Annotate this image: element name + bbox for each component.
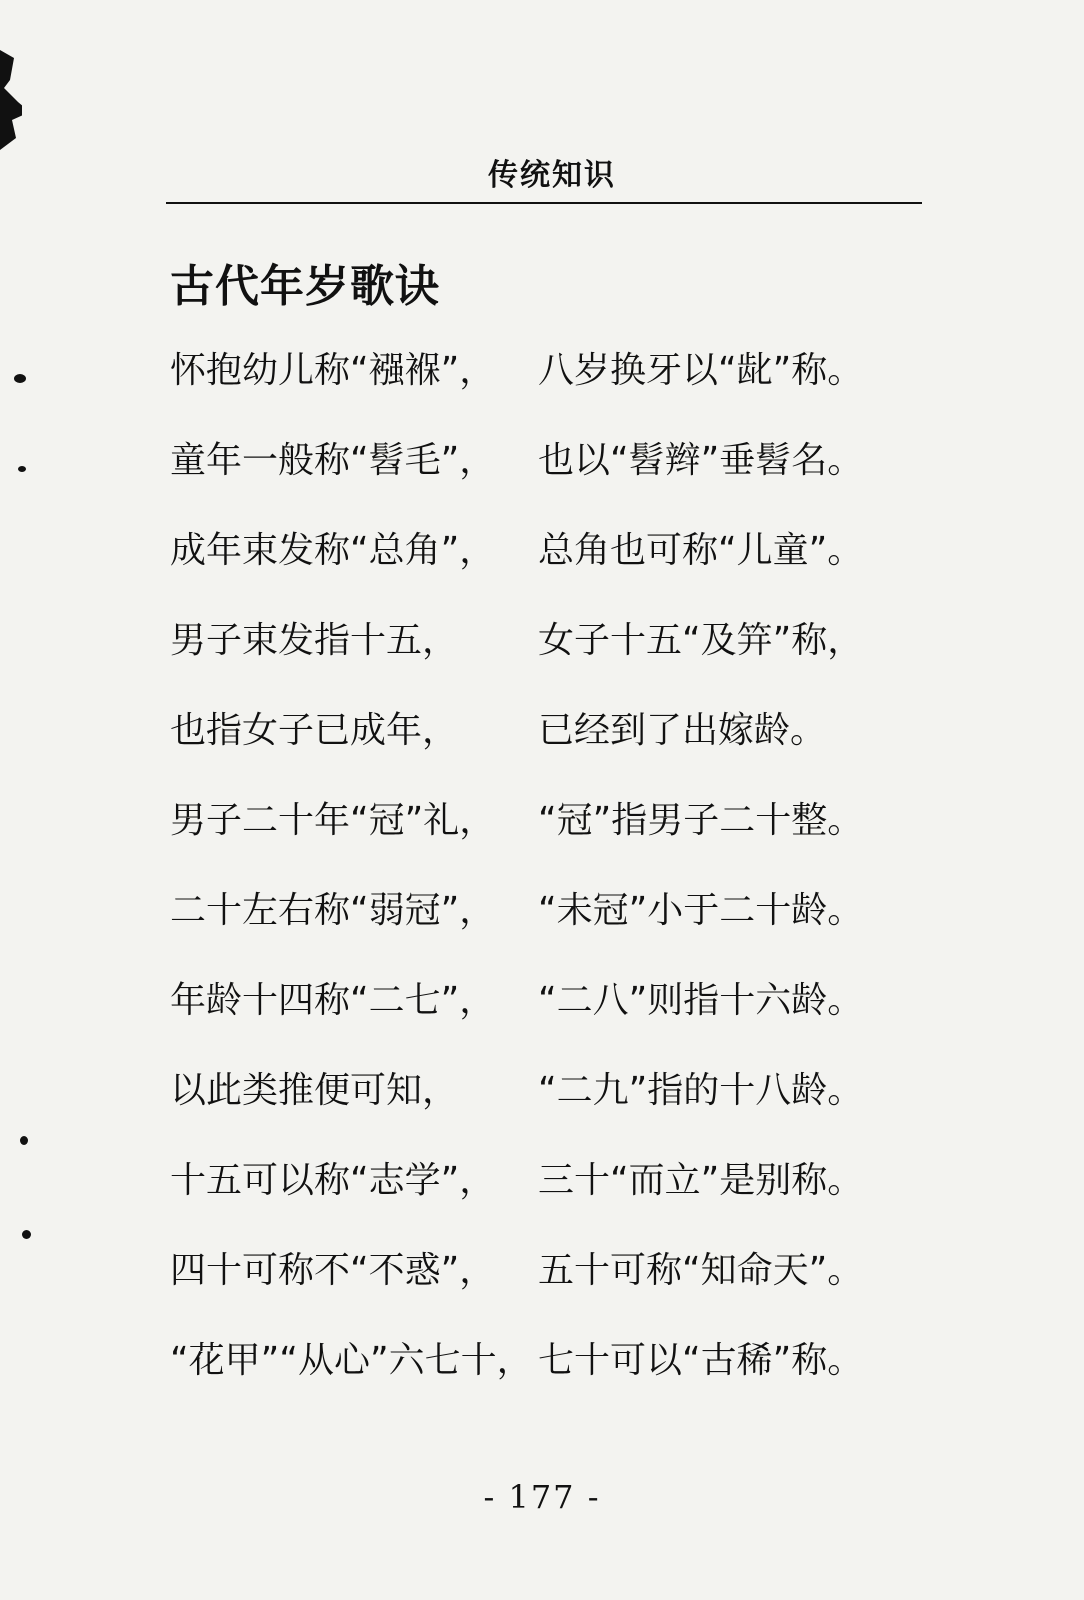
header-rule <box>166 202 922 204</box>
poem-line-first: 怀抱幼儿称“襁褓”， <box>170 350 496 391</box>
poem-line <box>170 1336 930 1426</box>
running-head: 传统知识 <box>488 158 616 193</box>
poem-line <box>170 436 930 526</box>
poem-line-second: 已经到了出嫁龄。 <box>538 710 827 751</box>
scan-speck <box>22 1230 31 1239</box>
poem-line-first: 也指女子已成年， <box>170 710 459 751</box>
poem-line-first: 男子二十年“冠”礼， <box>170 800 496 841</box>
poem-line-first: 二十左右称“弱冠”， <box>170 890 496 931</box>
poem-line <box>170 1156 930 1246</box>
poem-line-second: “二九”指的十八龄。 <box>538 1070 864 1111</box>
poem-line <box>170 796 930 886</box>
poem-line-second: “未冠”小于二十龄。 <box>538 890 864 931</box>
article-title: 古代年岁歌诀 <box>170 261 440 312</box>
poem-line-second: “冠”指男子二十整。 <box>538 800 864 841</box>
poem-line-first: 十五可以称“志学”， <box>170 1160 496 1201</box>
poem-line-first: 成年束发称“总角”， <box>170 530 496 571</box>
poem-line-first: 男子束发指十五， <box>170 620 459 661</box>
poem-line <box>170 1246 930 1336</box>
poem-body <box>170 346 930 1426</box>
poem-line <box>170 616 930 706</box>
scan-speck <box>14 374 26 383</box>
scan-speck <box>18 466 26 472</box>
poem-line-second: 三十“而立”是别称。 <box>538 1160 864 1201</box>
poem-line <box>170 976 930 1066</box>
poem-line <box>170 1066 930 1156</box>
poem-line <box>170 526 930 616</box>
poem-line <box>170 706 930 796</box>
poem-line-second: 八岁换牙以“龀”称。 <box>538 350 864 391</box>
poem-line-first: 四十可称不“不惑”， <box>170 1250 496 1291</box>
poem-line-second: 也以“髫辫”垂髫名。 <box>538 440 864 481</box>
poem-line-first: 以此类推便可知， <box>170 1070 459 1111</box>
poem-line <box>170 346 930 436</box>
poem-line-second: 女子十五“及笄”称， <box>538 620 864 661</box>
poem-line-second: “二八”则指十六龄。 <box>538 980 864 1021</box>
poem-line-first: 童年一般称“髫毛”， <box>170 440 496 481</box>
scan-speck <box>20 1136 28 1145</box>
poem-line <box>170 886 930 976</box>
poem-line-second: 总角也可称“儿童”。 <box>538 530 864 571</box>
poem-line-first: 年龄十四称“二七”， <box>170 980 496 1021</box>
poem-line-second: 七十可以“古稀”称。 <box>538 1340 864 1381</box>
scan-edge-mark <box>0 40 22 150</box>
poem-line-second: 五十可称“知命天”。 <box>538 1250 864 1291</box>
page-number: - 177 - <box>483 1478 601 1516</box>
poem-line-first: “花甲”“从心”六七十， <box>170 1340 533 1381</box>
